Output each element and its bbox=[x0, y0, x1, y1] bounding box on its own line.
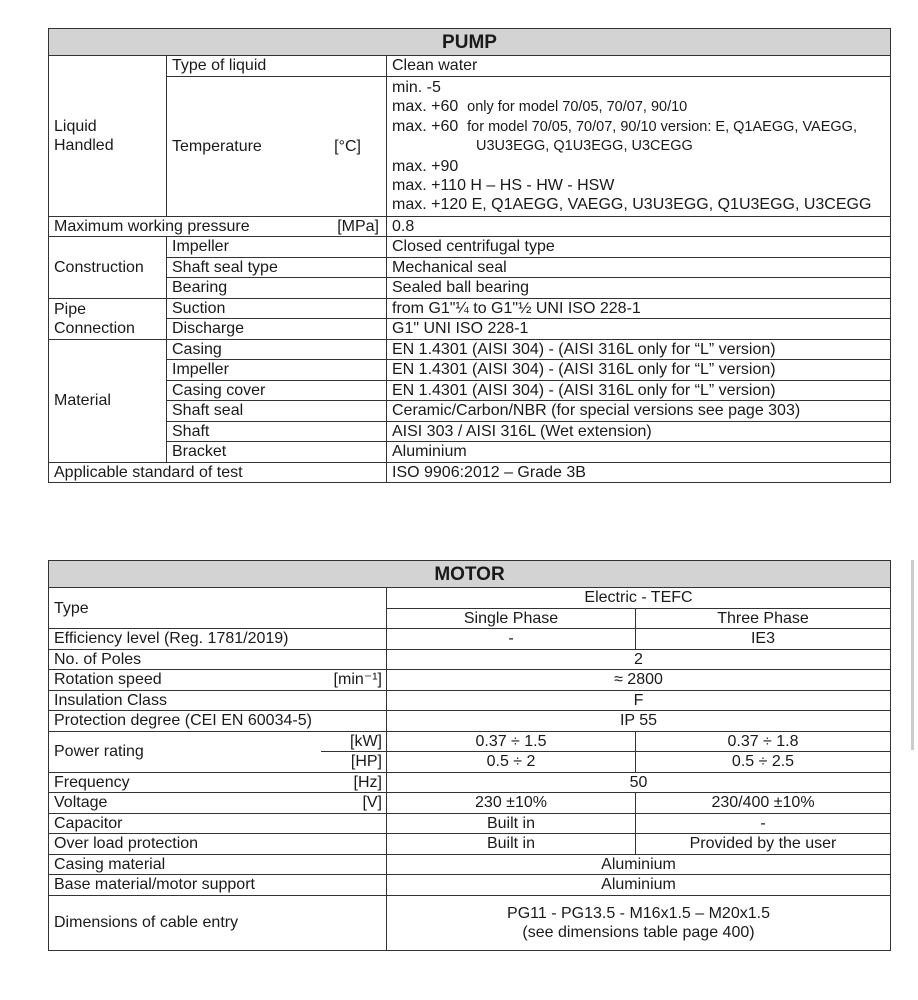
cable-value bbox=[387, 895, 891, 950]
row-value: AISI 303 / AISI 316L (Wet extension) bbox=[387, 421, 891, 442]
efficiency-single: - bbox=[387, 629, 636, 650]
poles-value: 2 bbox=[387, 649, 891, 670]
power-kw-three: 0.37 ÷ 1.8 bbox=[636, 731, 891, 752]
power-kw-single: 0.37 ÷ 1.5 bbox=[387, 731, 636, 752]
row-value: Ceramic/Carbon/NBR (for special versions see page 303) bbox=[387, 401, 891, 422]
max-pressure-value: 0.8 bbox=[387, 216, 891, 237]
page-edge bbox=[911, 560, 914, 750]
pump-table bbox=[48, 28, 891, 483]
row-value: G1" UNI ISO 228-1 bbox=[387, 319, 891, 340]
pipe-connection-label: Pipe Connection bbox=[49, 298, 167, 339]
pump-title: PUMP bbox=[49, 29, 891, 56]
temperature-unit: [°C] bbox=[334, 137, 361, 155]
overload-three: Provided by the user bbox=[636, 834, 891, 855]
row-value: EN 1.4301 (AISI 304) - (AISI 316L only for “L” version) bbox=[387, 360, 891, 381]
standard-value: ISO 9906:2012 – Grade 3B bbox=[387, 462, 891, 483]
row-label: Impeller bbox=[167, 237, 387, 258]
row-label: Casing bbox=[167, 339, 387, 360]
row-label: Casing cover bbox=[167, 380, 387, 401]
power-unit-hp: [HP] bbox=[321, 752, 387, 773]
row-label: Suction bbox=[167, 298, 387, 319]
row-label: Bracket bbox=[167, 442, 387, 463]
temp-line: max. +120 E, Q1AEGG, VAEGG, U3U3EGG, Q1U3EGG, U3CEGG bbox=[392, 196, 872, 214]
three-phase-header: Three Phase bbox=[636, 608, 891, 629]
row-value: Sealed ball bearing bbox=[387, 278, 891, 299]
protection-value: IP 55 bbox=[387, 711, 891, 732]
insulation-value: F bbox=[387, 690, 891, 711]
cable-line2: (see dimensions table page 400) bbox=[522, 923, 755, 941]
frequency-label: Frequency bbox=[49, 772, 321, 793]
frequency-value: 50 bbox=[387, 772, 891, 793]
capacitor-label: Capacitor bbox=[49, 813, 387, 834]
row-value: EN 1.4301 (AISI 304) - (AISI 316L only for “L” version) bbox=[387, 380, 891, 401]
row-value: EN 1.4301 (AISI 304) - (AISI 316L only for “L” version) bbox=[387, 339, 891, 360]
base-label: Base material/motor support bbox=[49, 875, 387, 896]
motor-table bbox=[48, 560, 891, 951]
cable-label: Dimensions of cable entry bbox=[49, 895, 387, 950]
temperature-text: Temperature bbox=[172, 137, 262, 155]
row-value: from G1"¼ to G1"½ UNI ISO 228-1 bbox=[387, 298, 891, 319]
speed-label: Rotation speed bbox=[49, 670, 321, 691]
standard-label: Applicable standard of test bbox=[49, 462, 387, 483]
temp-line: U3U3EGG, Q1U3EGG, U3CEGG bbox=[476, 138, 693, 155]
casing-value: Aluminium bbox=[387, 854, 891, 875]
speed-value: ≈ 2800 bbox=[387, 670, 891, 691]
material-label: Material bbox=[49, 339, 167, 462]
row-value: Mechanical seal bbox=[387, 257, 891, 278]
temp-line: max. +60 for model 70/05, 70/07, 90/10 version: E, Q1AEGG, VAEGG, bbox=[392, 118, 857, 136]
overload-single: Built in bbox=[387, 834, 636, 855]
temperature-values bbox=[387, 76, 891, 216]
speed-unit: [min⁻¹] bbox=[321, 670, 387, 691]
voltage-label: Voltage bbox=[49, 793, 321, 814]
type-of-liquid-value: Clean water bbox=[387, 56, 891, 77]
efficiency-three: IE3 bbox=[636, 629, 891, 650]
row-label: Impeller bbox=[167, 360, 387, 381]
voltage-single: 230 ±10% bbox=[387, 793, 636, 814]
voltage-unit: [V] bbox=[321, 793, 387, 814]
liquid-handled-label: Liquid Handled bbox=[49, 56, 167, 217]
temp-line: max. +60 only for model 70/05, 70/07, 90/10 bbox=[392, 97, 688, 115]
row-value: Closed centrifugal type bbox=[387, 237, 891, 258]
row-label: Shaft bbox=[167, 421, 387, 442]
type-value: Electric - TEFC bbox=[387, 588, 891, 609]
cable-line1: PG11 - PG13.5 - M16x1.5 – M20x1.5 bbox=[507, 904, 770, 922]
single-phase-header: Single Phase bbox=[387, 608, 636, 629]
protection-label: Protection degree (CEI EN 60034-5) bbox=[49, 711, 387, 732]
power-hp-three: 0.5 ÷ 2.5 bbox=[636, 752, 891, 773]
power-label: Power rating bbox=[49, 731, 321, 772]
capacitor-single: Built in bbox=[387, 813, 636, 834]
efficiency-label: Efficiency level (Reg. 1781/2019) bbox=[49, 629, 387, 650]
power-hp-single: 0.5 ÷ 2 bbox=[387, 752, 636, 773]
temp-line: min. -5 bbox=[392, 78, 441, 96]
frequency-unit: [Hz] bbox=[321, 772, 387, 793]
type-label: Type bbox=[49, 588, 387, 629]
temp-line: max. +110 H – HS - HW - HSW bbox=[392, 176, 615, 194]
construction-label: Construction bbox=[49, 237, 167, 299]
row-label: Discharge bbox=[167, 319, 387, 340]
motor-title: MOTOR bbox=[49, 561, 891, 588]
temp-line: max. +90 bbox=[392, 157, 459, 175]
row-label: Shaft seal bbox=[167, 401, 387, 422]
max-pressure-label: Maximum working pressure [MPa] bbox=[49, 216, 387, 237]
poles-label: No. of Poles bbox=[49, 649, 387, 670]
voltage-three: 230/400 ±10% bbox=[636, 793, 891, 814]
insulation-label: Insulation Class bbox=[49, 690, 387, 711]
temperature-label bbox=[167, 76, 387, 216]
row-label: Bearing bbox=[167, 278, 387, 299]
row-value: Aluminium bbox=[387, 442, 891, 463]
overload-label: Over load protection bbox=[49, 834, 387, 855]
row-label: Shaft seal type bbox=[167, 257, 387, 278]
casing-label: Casing material bbox=[49, 854, 387, 875]
type-of-liquid-label: Type of liquid bbox=[167, 56, 387, 77]
power-unit-kw: [kW] bbox=[321, 731, 387, 752]
capacitor-three: - bbox=[636, 813, 891, 834]
base-value: Aluminium bbox=[387, 875, 891, 896]
